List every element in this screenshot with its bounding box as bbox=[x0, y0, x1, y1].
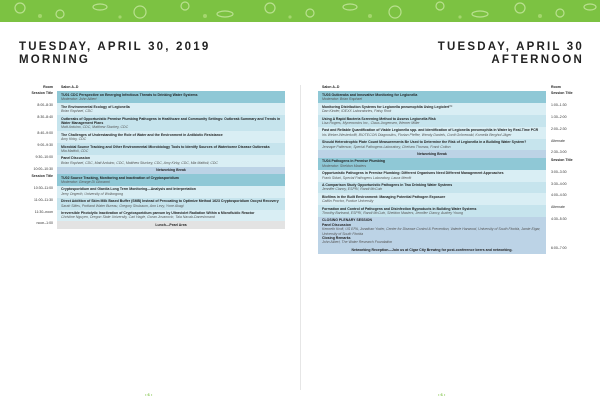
left-schedule-row bbox=[19, 221, 285, 228]
row-subtitle: Brian Raphael, CDC bbox=[61, 109, 93, 114]
left-day-title: TUESDAY, APRIL 30, 2019 bbox=[19, 41, 211, 53]
right-schedule-row bbox=[318, 217, 584, 246]
row-closing-by: John Albert, The Water Research Foundation bbox=[322, 240, 393, 245]
row-content bbox=[57, 103, 285, 115]
row-subtitle: Lisa Rogers, Myvenomics Inc., Claus Jorgensen, Werner Miller bbox=[322, 120, 420, 125]
row-time: 11:30–noon bbox=[34, 209, 53, 214]
row-title: Networking Reception—Join us at Cigar City Brewing for post-conference beers and networking. bbox=[351, 247, 513, 252]
row-content bbox=[318, 246, 546, 253]
row-subtitle: Christine Nguyen, Oregon State University, Carl Hagle, Goran Jovanovic, Tala Navab-Daneshmand bbox=[61, 215, 215, 220]
row-time: 11:00–11:30 bbox=[34, 197, 53, 202]
row-title: Using A Rapid Bacteria Screening Method to Assess Legionella Risk bbox=[322, 116, 436, 121]
row-content bbox=[318, 205, 546, 217]
row-title: Irreversible Photolytic Inactivation of Cryptosporidium parvum by Ultraviolet Radiation Within a Microfluidic Reactor bbox=[61, 211, 255, 216]
right-schedule-row bbox=[318, 127, 584, 139]
decorative-banner bbox=[0, 0, 600, 22]
row-time: 8:00–8:30 bbox=[37, 103, 53, 108]
right-schedule-row bbox=[318, 205, 584, 217]
row-time: Session Title bbox=[551, 91, 573, 96]
row-subtitle: Matt Arduino, CDC, Matthew Stuckey, CDC bbox=[61, 125, 129, 130]
left-schedule-row bbox=[19, 115, 285, 131]
row-title: TU02 Source Tracking, Monitoring and Inactivation of Cryptosporidium bbox=[61, 175, 179, 180]
row-time: Session Title bbox=[551, 157, 573, 162]
row-subtitle: Timothy Bartrand, ESPRI, Randi McCuin, Sheldon Masters, Jennifer Clancy, Audrey Young bbox=[322, 211, 463, 216]
row-title: Fast and Reliable Quantification of Viable Legionella spp. and Identification of Legionella pneumophila in Water by Real-Time PCR bbox=[322, 128, 539, 133]
row-time: 9:00–9:30 bbox=[37, 143, 53, 148]
row-title: Cryptosporidium and Giardia Long Term Monitoring—Analysis and Interpretation bbox=[61, 187, 196, 192]
right-schedule-row bbox=[318, 115, 584, 127]
row-subtitle: Mia Mattioli, CDC bbox=[61, 148, 89, 153]
left-schedule-table bbox=[19, 85, 285, 229]
row-time: Session Title bbox=[31, 174, 53, 179]
row-content bbox=[318, 139, 546, 151]
right-day-title: TUESDAY, APRIL 30 bbox=[437, 41, 584, 53]
row-title: The Challenges of Understanding the Role of Water and the Environment in Antibiotic Resistance bbox=[61, 132, 223, 137]
row-content bbox=[318, 115, 546, 127]
row-content bbox=[57, 131, 285, 143]
row-title: Monitoring Distribution Systems for Legionella pneumophila Using Legiolert™ bbox=[322, 104, 453, 109]
row-time: 2:30–3:00 bbox=[551, 150, 567, 155]
row-subtitle: Iris Weber-Westerkofft, BIOTECON Diagnostics, Florian Pfeffer, Wendy Daniels, Cordt Grönewald, Kornelia Berghof-Jäger bbox=[322, 132, 512, 137]
row-time: 10:30–11:00 bbox=[33, 185, 53, 190]
row-time: 3:00–3:30 bbox=[551, 169, 567, 174]
left-room-value: Salon A–D bbox=[61, 85, 79, 89]
left-schedule-row bbox=[19, 210, 285, 222]
row-content bbox=[318, 103, 546, 115]
right-schedule-row bbox=[318, 193, 584, 205]
right-room-row bbox=[318, 85, 584, 89]
right-daypart: AFTERNOON bbox=[491, 54, 584, 66]
row-time: 1:30–2:00 bbox=[551, 115, 567, 120]
row-time: Session Title bbox=[31, 91, 53, 96]
row-content bbox=[318, 170, 546, 182]
left-day-heading bbox=[19, 41, 210, 67]
row-closing: Closing Remarks bbox=[322, 236, 351, 241]
microbe-pattern-icon bbox=[0, 0, 600, 22]
row-content bbox=[57, 167, 285, 174]
row-time: 6:00–7:00 bbox=[551, 246, 567, 251]
left-schedule-row bbox=[19, 174, 285, 186]
row-time: Alternate bbox=[551, 138, 566, 143]
left-schedule-row bbox=[19, 167, 285, 174]
left-schedule-row bbox=[19, 143, 285, 155]
row-content bbox=[318, 150, 546, 157]
row-subtitle: Dan Kinder, IDEXX Laboratories, Patsy Root bbox=[322, 109, 392, 114]
row-time: 4:00–4:30 bbox=[551, 193, 567, 198]
right-schedule-row bbox=[318, 91, 584, 103]
row-subtitle: Moderator: John Albert bbox=[61, 97, 97, 102]
row-subtitle: Moderator: Brian Raphael bbox=[322, 97, 363, 102]
row-title: Outbreaks of Opportunistic Premise Plumbing Pathogens in Healthcare and Community Settings: Outbreak Summary and Trends in Water Management Plans bbox=[61, 116, 281, 125]
row-title: Lunch—Pearl Area bbox=[155, 222, 187, 227]
row-time: 2:00–2:30 bbox=[551, 126, 567, 131]
row-content bbox=[318, 193, 546, 205]
row-time: 4:30–5:30 bbox=[551, 216, 567, 221]
row-title: Formation and Control of Pathogens and Disinfection Byproducts in Building Water Systems bbox=[322, 206, 477, 211]
left-page-number: • 6 • bbox=[145, 392, 153, 397]
row-content bbox=[318, 158, 546, 170]
row-content bbox=[57, 210, 285, 222]
row-content bbox=[57, 91, 285, 103]
left-room-row bbox=[19, 85, 285, 89]
left-schedule-row bbox=[19, 103, 285, 115]
row-time: 8:40–9:00 bbox=[37, 131, 53, 136]
row-time: 9:30–10:00 bbox=[35, 154, 53, 159]
row-subtitle: Frank Sidari, Special Pathogens Laboratory, Laura Merritt bbox=[322, 175, 412, 180]
right-schedule-row bbox=[318, 246, 584, 253]
row-time: 8:30–8:40 bbox=[37, 115, 53, 120]
row-title: Biofilms in the Built Environment: Managing Potential Pathogen Exposure bbox=[322, 194, 446, 199]
row-title: Microbial Source Tracking and Other Environmental Microbiology Tools to Identify Sources of Waterborne Disease Outbreaks bbox=[61, 144, 270, 149]
row-content bbox=[57, 143, 285, 155]
row-title: CLOSING PLENARY SESSION bbox=[322, 218, 372, 223]
row-time: noon–1:00 bbox=[36, 221, 53, 226]
row-content bbox=[57, 155, 285, 167]
row-extra: Kenneth Kroft, US EPA, Jonathan Yoder, Center for Disease Control & Prevention, Valerie Harwood, University of South Florida, Jamie Eigar, University of South Florida bbox=[322, 227, 541, 236]
row-title: TU01 CDC Perspective on Emerging Infectious Threats to Drinking Water Systems bbox=[61, 92, 198, 97]
row-content bbox=[57, 186, 285, 198]
row-subtitle: Caitlin Proctor, Purdue University bbox=[322, 199, 374, 204]
row-title: TU04 Pathogens in Premise Plumbing bbox=[322, 159, 386, 164]
row-title: Networking Break bbox=[156, 168, 186, 173]
row-content bbox=[57, 198, 285, 210]
row-content bbox=[57, 115, 285, 131]
right-page-number: • 6 • bbox=[438, 392, 446, 397]
row-subtitle: Sarah Stiles, Portland Water Bureau, Gregory Shubaum, Ann Levy, Yone Akagi bbox=[61, 203, 184, 208]
page-gutter bbox=[300, 85, 301, 390]
row-content bbox=[318, 127, 546, 139]
row-title: Should Heterotrophic Plate Count Measurements Be Used to Determine the Risk of Legionella in a Building Water System? bbox=[322, 140, 527, 145]
row-subtitle: Panel Discussion bbox=[322, 222, 351, 227]
row-subtitle: Jerry Ongerth, University of Wollongong bbox=[61, 191, 124, 196]
left-schedule-row bbox=[19, 155, 285, 167]
row-content bbox=[57, 174, 285, 186]
right-schedule-row bbox=[318, 158, 584, 170]
right-schedule-table bbox=[318, 85, 584, 254]
right-day-heading bbox=[438, 41, 584, 67]
row-time: 3:30–4:00 bbox=[551, 181, 567, 186]
row-subtitle: Jennifer Clancy, ESPRI, Randi McCuin bbox=[322, 187, 383, 192]
row-subtitle: Brian Raphael, CDC, Matt Arduino, CDC, Matthew Stuckey, CDC, Amy Kirby, CDC, Mia Mattioli, CDC bbox=[61, 160, 218, 165]
left-room-label: Room bbox=[43, 85, 53, 89]
right-schedule-row bbox=[318, 182, 584, 194]
row-subtitle: Jennape Patterson, Special Pathogens Laboratory, Chelsea Thomas, Frank Cotton bbox=[322, 144, 451, 149]
row-title: Networking Break bbox=[417, 151, 447, 156]
right-room-label: Room bbox=[551, 85, 561, 89]
right-room-value: Salon A–D bbox=[322, 85, 340, 89]
row-title: Panel Discussion bbox=[61, 156, 90, 161]
left-schedule-row bbox=[19, 186, 285, 198]
left-schedule-row bbox=[19, 91, 285, 103]
right-schedule-row bbox=[318, 150, 584, 157]
row-time: Alternate bbox=[551, 205, 566, 210]
right-schedule-row bbox=[318, 103, 584, 115]
row-content bbox=[57, 221, 285, 228]
left-schedule-row bbox=[19, 198, 285, 210]
left-daypart: MORNING bbox=[19, 54, 90, 66]
right-schedule-row bbox=[318, 139, 584, 151]
row-content bbox=[318, 91, 546, 103]
row-title: TU03 Outbreaks and Innovative Monitoring for Legionella bbox=[322, 92, 418, 97]
row-subtitle: Moderator: Sheldon Masters bbox=[322, 163, 367, 168]
row-time: 10:00–10:30 bbox=[33, 166, 53, 171]
row-content bbox=[318, 182, 546, 194]
row-subtitle: Amy Kirby, CDC bbox=[61, 137, 87, 142]
right-schedule-row bbox=[318, 170, 584, 182]
row-title: Opportunistic Pathogens in Premise Plumbing: Different Organisms Need Different Management Approaches bbox=[322, 171, 504, 176]
row-title: The Environmental Ecology of Legionella bbox=[61, 104, 130, 109]
row-content bbox=[318, 217, 546, 246]
row-subtitle: Moderator: George Di Giovanni bbox=[61, 180, 110, 184]
row-time: 1:00–1:30 bbox=[551, 103, 567, 108]
left-schedule-row bbox=[19, 131, 285, 143]
row-title: Direct Addition of Skim Milk Based Buffer (SMB) Instead of Precoating to Optimize Method 1623 Cryptosporidium Oocyst Recovery bbox=[61, 199, 279, 204]
row-title: A Comparison Study Opportunistic Pathogens in Two Drinking Water Systems bbox=[322, 183, 453, 187]
